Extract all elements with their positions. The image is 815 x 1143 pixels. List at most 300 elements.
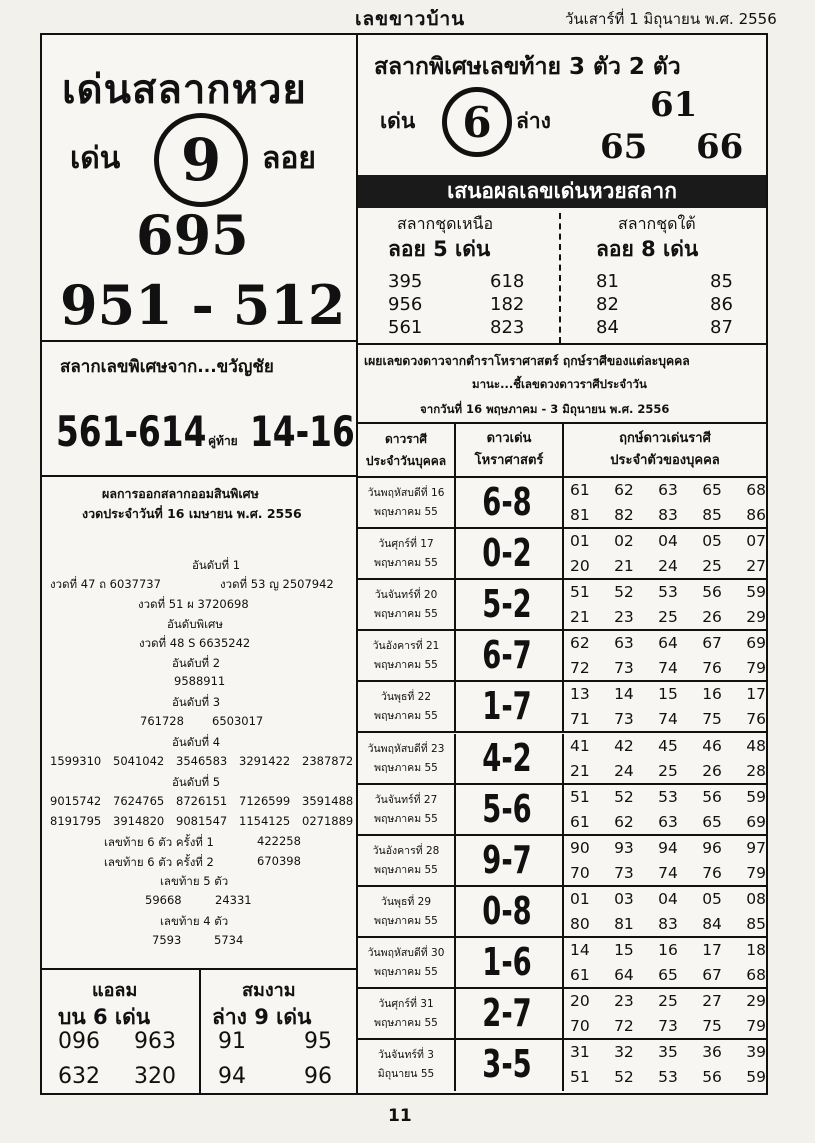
results-line: เลขท้าย 6 ตัว ครั้งที่ 1: [104, 835, 214, 849]
divider: [562, 938, 564, 989]
zodiac-col1-line1: ดาวราศี: [384, 432, 428, 446]
zodiac-col3-header: [564, 428, 766, 472]
zodiac-col1-header: [358, 428, 454, 472]
zodiac-number: 74: [658, 710, 678, 729]
zodiac-row: [358, 734, 768, 785]
results-line: 7126599: [239, 794, 291, 808]
zodiac-date-line1: วันศุกร์ที่ 31: [378, 998, 434, 1010]
south-title: สลากชุดใต้: [618, 214, 696, 233]
zodiac-date-line2: พฤษภาคม 55: [374, 863, 438, 876]
zodiac-number-line: [570, 836, 766, 861]
zodiac-number: 61: [570, 965, 590, 984]
elm-title: แอลม: [92, 980, 138, 1001]
zodiac-date-line2: พฤษภาคม 55: [374, 557, 438, 570]
rt-den-digit: 6: [462, 97, 492, 147]
divider: [42, 340, 356, 342]
zodiac-number-line: [570, 963, 766, 988]
zodiac-number-line: [570, 656, 766, 681]
north-sub: ลอย 5 เด่น: [388, 237, 491, 261]
zodiac-number: 76: [746, 710, 766, 729]
zodiac-date: [358, 688, 454, 726]
zodiac-date-line2: พฤษภาคม 55: [374, 608, 438, 621]
results-line: 9588911: [174, 674, 226, 688]
zodiac-number: 64: [614, 965, 634, 984]
zodiac-number: 83: [658, 914, 678, 933]
zodiac-pair: 1-7: [482, 684, 532, 729]
zodiac-date: [358, 791, 454, 829]
divider: [454, 631, 456, 682]
zodiac-number: 15: [658, 685, 678, 704]
north-r3c1: 561: [388, 317, 423, 338]
zodiac-number-line: [570, 938, 766, 963]
north-r1c2: 618: [490, 271, 525, 292]
zodiac-number: 29: [746, 608, 766, 627]
zodiac-number: 01: [570, 889, 590, 908]
zodiac-col2-line2: โหราศาสตร์: [474, 453, 544, 468]
zodiac-number: 59: [746, 1068, 766, 1087]
zodiac-date-line1: วันจันทร์ที่ 20: [374, 589, 438, 602]
zodiac-number: 46: [702, 736, 722, 755]
zodiac-number: 64: [658, 634, 678, 653]
zodiac-numbers: [570, 580, 766, 630]
rt-top-number: 61: [650, 85, 698, 125]
zodiac-number: 69: [746, 634, 766, 653]
zodiac-number: 79: [746, 1017, 766, 1035]
zodiac-number: 62: [614, 481, 634, 499]
zodiac-number: 18: [746, 940, 766, 959]
zodiac-number-line: [570, 785, 766, 810]
zodiac-pair: 1-6: [482, 939, 532, 984]
south-col2: [710, 270, 733, 339]
zodiac-numbers: [570, 938, 766, 988]
zodiac-row: [358, 478, 768, 529]
zodiac-number: 17: [702, 940, 722, 959]
zodiac-number: 42: [614, 736, 634, 755]
zodiac-number: 59: [746, 583, 766, 602]
zodiac-date-line2: มิถุนายน 55: [377, 1068, 435, 1081]
zodiac-row: [358, 631, 768, 682]
zodiac-number: 94: [658, 838, 678, 857]
zodiac-date-line1: วันศุกร์ที่ 17: [378, 538, 434, 551]
zodiac-pair: 4-2: [482, 735, 532, 780]
zodiac-number: 70: [570, 863, 590, 882]
divider: [358, 343, 766, 345]
zodiac-number: 48: [746, 736, 766, 755]
zodiac-date: [358, 586, 454, 624]
zodiac-number: 36: [702, 1043, 722, 1062]
left-top-title: เด่นสลากหวย: [62, 67, 307, 113]
zodiac-date: [358, 893, 454, 931]
zodiac-number: 41: [570, 736, 590, 755]
results-line: อันดับที่ 4: [172, 735, 221, 749]
zodiac-number: 15: [614, 940, 634, 959]
divider: [454, 478, 456, 529]
zodiac-number: 76: [702, 863, 722, 882]
zodiac-number-line: [570, 478, 766, 503]
zodiac-date-line2: พฤษภาคม 55: [374, 914, 438, 927]
results-line: 3291422: [239, 754, 291, 768]
zodiac-date-line1: วันพุธที่ 22: [380, 691, 432, 704]
results-line: งวดที่ 51 ผ 3720698: [138, 597, 249, 611]
zodiac-date: [358, 995, 454, 1033]
zodiac-row: [358, 887, 768, 938]
divider: [562, 785, 564, 836]
zodiac-number: 97: [746, 838, 766, 857]
zodiac-number: 74: [658, 863, 678, 882]
den-digit-badge: [154, 113, 248, 207]
page-frame: [40, 33, 768, 1095]
kwanchai-suffix-label: คู่ท้าย: [208, 434, 238, 448]
main-pair: 951 - 512: [60, 273, 346, 337]
zodiac-number: 62: [614, 812, 634, 831]
zodiac-number: 31: [570, 1043, 590, 1062]
zodiac-date-line1: วันอังคารที่ 28: [372, 844, 440, 857]
zodiac-number: 26: [702, 608, 722, 627]
south-r3c1: 84: [596, 317, 619, 338]
zodiac-row: [358, 989, 768, 1040]
results-line: งวดที่ 48 S 6635242: [139, 636, 251, 650]
divider: [454, 682, 456, 733]
zodiac-number: 20: [570, 992, 590, 1010]
zodiac-number-line: [570, 861, 766, 886]
zodiac-number: 04: [658, 532, 678, 551]
issue-date: วันเสาร์ที่ 1 มิถุนายน พ.ศ. 2556: [565, 10, 777, 28]
zodiac-number: 16: [658, 940, 678, 959]
results-line: 1154125: [239, 814, 291, 828]
zodiac-number-line: [570, 529, 766, 554]
divider: [562, 1040, 564, 1091]
zodiac-date-line2: พฤษภาคม 55: [374, 761, 438, 774]
zodiac-pair: 3-5: [482, 1042, 532, 1087]
zodiac-number: 85: [702, 506, 722, 524]
zodiac-number: 85: [746, 914, 766, 933]
results-line: อันดับที่ 3: [172, 695, 221, 709]
results-line: เลขท้าย 6 ตัว ครั้งที่ 2: [104, 855, 214, 869]
zodiac-numbers: [570, 478, 766, 528]
zodiac-row: [358, 682, 768, 733]
zodiac-number: 68: [746, 481, 766, 499]
zodiac-number: 72: [614, 1017, 634, 1035]
page-number: 11: [388, 1106, 412, 1126]
divider: [562, 631, 564, 682]
north-r2c2: 182: [490, 294, 525, 315]
divider: [454, 785, 456, 836]
south-r1c2: 85: [710, 271, 733, 292]
zodiac-pair: 2-7: [482, 991, 532, 1035]
results-line: 24331: [215, 893, 252, 907]
results-line: เลขท้าย 5 ตัว: [160, 874, 229, 888]
zodiac-numbers: [570, 989, 766, 1039]
zodiac-date-line2: พฤษภาคม 55: [374, 659, 438, 672]
zodiac-col3-line2: ประจำตัวของบุคคล: [610, 453, 720, 468]
south-r3c2: 87: [710, 317, 733, 338]
zodiac-date: [358, 842, 454, 880]
zodiac-number: 80: [570, 914, 590, 933]
kwanchai-suffix: 14-16: [250, 407, 355, 456]
zodiac-number: 71: [570, 710, 590, 729]
results-line: 9015742: [50, 794, 102, 808]
zodiac-number: 74: [658, 659, 678, 678]
zodiac-numbers: [570, 1040, 766, 1090]
zodiac-number: 53: [658, 583, 678, 602]
zodiac-number: 53: [658, 1068, 678, 1087]
zodiac-number: 23: [614, 608, 634, 627]
results-section: [42, 477, 356, 967]
kwanchai-title: สลากเลขพิเศษจาก...ขวัญชัย: [60, 357, 274, 377]
zodiac-number: 73: [614, 659, 634, 678]
zodiac-number: 62: [570, 634, 590, 653]
divider: [562, 836, 564, 887]
zodiac-number: 73: [658, 1017, 678, 1035]
zodiac-number-line: [570, 1065, 766, 1090]
zodiac-date-line2: พฤษภาคม 55: [374, 506, 438, 518]
results-line: 2387872: [302, 754, 354, 768]
zodiac-numbers: [570, 631, 766, 681]
zodiac-line2: มานะ...ชี้เลขดวงดาวราศีประจำวัน: [472, 377, 647, 391]
zodiac-date-line2: พฤษภาคม 55: [374, 965, 438, 978]
zodiac-pair: 6-8: [482, 480, 532, 524]
zodiac-number: 08: [746, 889, 766, 908]
divider: [454, 734, 456, 785]
zodiac-number: 52: [614, 1068, 634, 1087]
zodiac-number: 79: [746, 863, 766, 882]
zodiac-number: 73: [614, 863, 634, 882]
results-line: 5734: [214, 933, 244, 947]
divider: [454, 887, 456, 938]
zodiac-number: 26: [702, 761, 722, 780]
results-line: 5041042: [113, 754, 165, 768]
zodiac-pair: 5-6: [482, 786, 532, 831]
zodiac-number: 07: [746, 532, 766, 551]
divider: [199, 970, 201, 1093]
zodiac-number: 63: [614, 634, 634, 653]
results-line: งวดที่ 47 ถ 6037737: [50, 577, 161, 591]
zodiac-number: 21: [570, 761, 590, 780]
zodiac-title: เผยเลขดวงดาวจากตำราโหราศาสตร์ ฤกษ์ราศีของแต่ละบุคคล: [364, 354, 690, 368]
south-col1: [596, 270, 619, 339]
main-number: 695: [136, 203, 249, 267]
zodiac-pair: 6-7: [482, 633, 532, 678]
results-line: 1599310: [50, 754, 102, 768]
elm-r2c2: 320: [134, 1064, 176, 1089]
zodiac-number-line: [570, 1040, 766, 1065]
zodiac-number: 21: [570, 608, 590, 627]
zodiac-number: 61: [570, 812, 590, 831]
zodiac-number: 90: [570, 838, 590, 857]
zodiac-number: 83: [658, 506, 678, 524]
north-col2: [490, 270, 524, 339]
loi-label: ลอย: [262, 141, 316, 176]
south-r2c2: 86: [710, 294, 733, 315]
zodiac-number: 65: [702, 481, 722, 499]
elm-r1c2: 963: [134, 1029, 176, 1054]
kwanchai-pair: 561-614: [56, 407, 207, 456]
zodiac-number: 16: [702, 685, 722, 704]
zodiac-number: 81: [614, 914, 634, 933]
zodiac-number: 28: [746, 761, 766, 780]
zodiac-row: [358, 1040, 768, 1089]
results-line: อันดับที่ 1: [192, 558, 241, 572]
zodiac-number: 75: [702, 710, 722, 729]
zodiac-col2-header: [456, 428, 562, 472]
zodiac-date-line1: วันจันทร์ที่ 3: [378, 1049, 434, 1062]
zodiac-col2-line1: ดาวเด่น: [486, 431, 532, 446]
north-r1c1: 395: [388, 271, 423, 292]
north-r2c1: 956: [388, 294, 423, 315]
zodiac-numbers: [570, 529, 766, 579]
rt-lang-label: ล่าง: [516, 109, 551, 133]
results-line: 7593: [152, 933, 182, 947]
zodiac-row: [358, 580, 768, 631]
zodiac-numbers: [570, 887, 766, 937]
divider: [562, 989, 564, 1040]
results-line: 3914820: [113, 814, 165, 828]
zodiac-date-line2: พฤษภาคม 55: [374, 710, 438, 723]
divider: [562, 529, 564, 580]
elm-r1c1: 096: [58, 1029, 100, 1054]
north-col1: [388, 270, 422, 339]
north-r3c2: 823: [490, 317, 525, 338]
zodiac-number: 04: [658, 889, 678, 908]
rt-bottom-right: 66: [696, 127, 744, 167]
south-r1c1: 81: [596, 271, 619, 292]
divider: [454, 1040, 456, 1091]
rt-bottom-left: 65: [600, 127, 648, 167]
right-top-title: สลากพิเศษเลขท้าย 3 ตัว 2 ตัว: [374, 54, 681, 80]
divider: [454, 938, 456, 989]
zodiac-number: 93: [614, 838, 634, 857]
zodiac-row: [358, 836, 768, 887]
zodiac-col1-line2: ประจำวันบุคคล: [365, 454, 447, 468]
zodiac-number: 68: [746, 965, 766, 984]
zodiac-numbers: [570, 734, 766, 784]
results-line: 9081547: [176, 814, 228, 828]
zodiac-number: 51: [570, 1068, 590, 1087]
divider: [562, 734, 564, 785]
zodiac-number: 02: [614, 532, 634, 551]
results-line: อันดับที่ 2: [172, 656, 221, 670]
elm-sub: บน 6 เด่น: [58, 1005, 151, 1029]
results-line: 59668: [145, 893, 182, 907]
zodiac-date-line1: วันพฤหัสบดีที่ 16: [367, 487, 445, 499]
zodiac-numbers: [570, 682, 766, 732]
zodiac-row: [358, 785, 768, 836]
zodiac-number: 79: [746, 659, 766, 678]
zodiac-numbers: [570, 836, 766, 886]
zodiac-pair: 5-2: [482, 582, 532, 627]
zodiac-number-line: [570, 707, 766, 732]
zodiac-date: [358, 740, 454, 778]
results-line: 3591488: [302, 794, 354, 808]
zodiac-number: 20: [570, 557, 590, 576]
results-line: 0271889: [302, 814, 354, 828]
elm-r2c1: 632: [58, 1064, 100, 1089]
results-line: 8726151: [176, 794, 228, 808]
somngam-title: สมงาม: [242, 980, 296, 1001]
zodiac-number: 56: [702, 583, 722, 602]
publication-name: เลขขาวบ้าน: [355, 8, 466, 30]
rt-den-label: เด่น: [380, 109, 416, 133]
zodiac-number: 65: [702, 812, 722, 831]
zodiac-number-line: [570, 912, 766, 937]
divider: [562, 478, 564, 529]
north-south-bar: เสนอผลเลขเด่นหวยสลาก: [358, 175, 766, 208]
results-line: อันดับพิเศษ: [167, 617, 223, 631]
zodiac-date-line2: พฤษภาคม 55: [374, 812, 438, 825]
zodiac-number: 72: [570, 659, 590, 678]
zodiac-header: [358, 424, 768, 476]
zodiac-number: 59: [746, 787, 766, 806]
zodiac-date-line1: วันพฤหัสบดีที่ 30: [367, 946, 445, 959]
zodiac-number-line: [570, 580, 766, 605]
zodiac-col3-line1: ฤกษ์ดาวเด่นราศี: [619, 431, 711, 446]
zodiac-date-line1: วันอังคารที่ 21: [372, 640, 440, 653]
zodiac-number-line: [570, 810, 766, 835]
somngam-r2c2: 96: [304, 1064, 332, 1089]
zodiac-date: [358, 535, 454, 573]
zodiac-date-line1: วันจันทร์ที่ 27: [374, 793, 438, 806]
zodiac-date-line1: วันพฤหัสบดีที่ 23: [367, 742, 445, 755]
den-digit: 9: [180, 126, 222, 194]
zodiac-number: 52: [614, 787, 634, 806]
divider: [562, 887, 564, 938]
zodiac-number: 32: [614, 1043, 634, 1062]
zodiac-number: 24: [658, 557, 678, 576]
results-line: 670398: [257, 854, 301, 868]
divider: [454, 836, 456, 887]
zodiac-number: 24: [614, 761, 634, 780]
zodiac-date: [358, 484, 454, 522]
zodiac-number: 14: [614, 685, 634, 704]
zodiac-number: 25: [658, 992, 678, 1010]
south-r2c1: 82: [596, 294, 619, 315]
zodiac-number: 56: [702, 1068, 722, 1087]
zodiac-number-line: [570, 554, 766, 579]
den-label: เด่น: [70, 141, 121, 176]
divider: [454, 580, 456, 631]
zodiac-number: 75: [702, 1017, 722, 1035]
zodiac-number: 86: [746, 506, 766, 524]
zodiac-pair: 0-8: [482, 888, 532, 933]
zodiac-number-line: [570, 887, 766, 912]
zodiac-number: 25: [658, 608, 678, 627]
zodiac-numbers: [570, 785, 766, 835]
zodiac-number: 69: [746, 812, 766, 831]
zodiac-row: [358, 938, 768, 989]
zodiac-date-line2: พฤษภาคม 55: [374, 1017, 438, 1029]
zodiac-number: 51: [570, 787, 590, 806]
zodiac-number: 25: [702, 557, 722, 576]
zodiac-number: 96: [702, 838, 722, 857]
zodiac-number: 45: [658, 736, 678, 755]
results-subtitle: งวดประจำวันที่ 16 เมษายน พ.ศ. 2556: [82, 506, 302, 521]
zodiac-number: 52: [614, 583, 634, 602]
results-line: 7624765: [113, 794, 165, 808]
somngam-r2c1: 94: [218, 1064, 246, 1089]
zodiac-number: 61: [570, 481, 590, 499]
somngam-sub: ล่าง 9 เด่น: [212, 1005, 312, 1029]
zodiac-number-line: [570, 631, 766, 656]
zodiac-number: 03: [614, 889, 634, 908]
divider: [562, 580, 564, 631]
zodiac-date: [358, 637, 454, 675]
results-line: 3546583: [176, 754, 228, 768]
zodiac-number-line: [570, 503, 766, 528]
results-line: 6503017: [212, 714, 264, 728]
zodiac-number: 63: [658, 481, 678, 499]
divider: [454, 989, 456, 1040]
somngam-r1c2: 95: [304, 1029, 332, 1054]
